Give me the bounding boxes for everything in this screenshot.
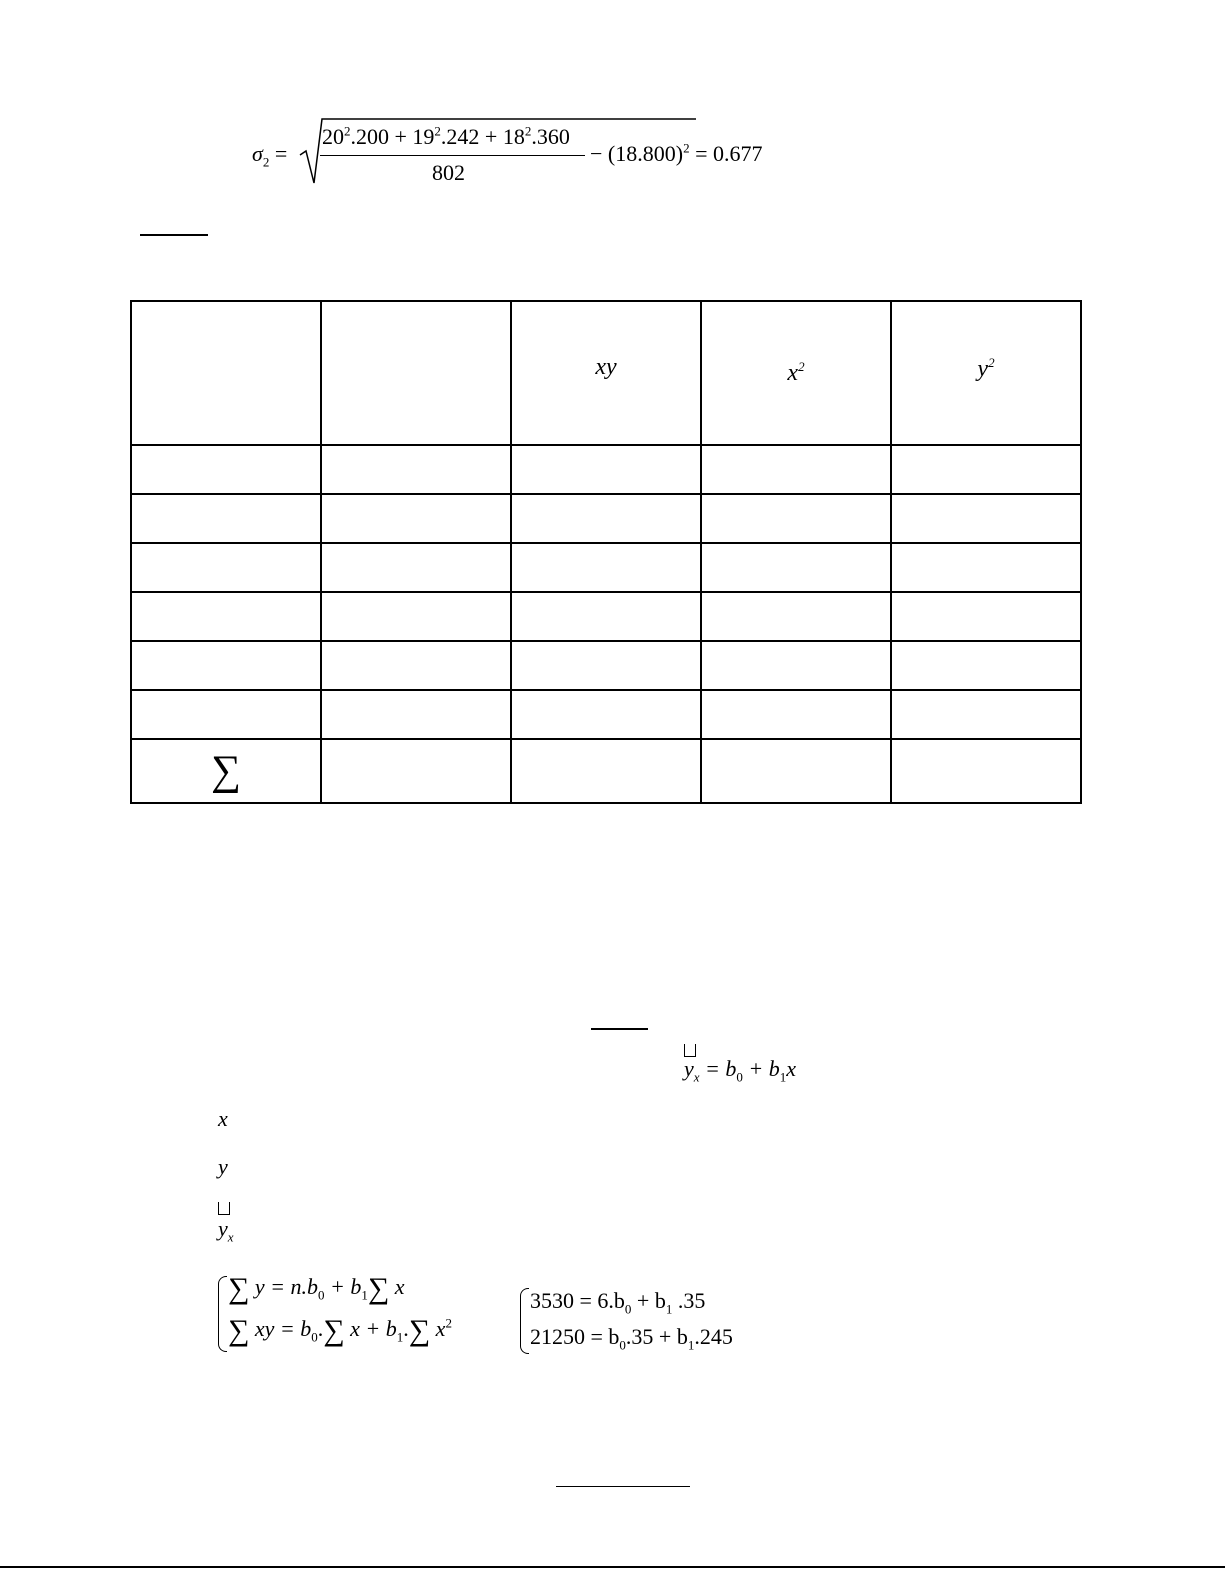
table-row [131,690,1081,739]
header-cell-y2: $y^2$ [891,301,1081,445]
hat-icon [684,1044,696,1057]
table-row [131,445,1081,494]
header-cell [131,301,321,445]
variable-y: y [218,1154,228,1179]
section-rule-1 [140,234,208,236]
sigma2-numerator: $20^2.200 + 19^2.242 + 18^2.360$ [322,123,570,149]
sigma2-denominator: 802 [432,160,465,185]
regression-equation: $y_x = b_0 + b_1x$ [684,1058,796,1080]
page-bottom-rule [0,1566,1225,1568]
table-row [131,543,1081,592]
table-row [131,494,1081,543]
variable-x: x [218,1106,228,1131]
sigma2-lhs: $\sigma_2$ = [252,141,288,170]
header-cell [321,301,511,445]
sum-icon: ∑ [211,748,241,794]
variable-yhat: $y_x$ [218,1216,234,1242]
header-cell-xy: xy [511,301,701,445]
normal-equations-numeric: $3530 = 6.b_0 + b_1$ .35 $21250 = b_0.35 + b_1.245$ [520,1284,770,1356]
hat-icon [218,1202,230,1215]
table-row [131,641,1081,690]
header-cell-x2: $x^2$ [701,301,891,445]
data-table [130,300,1082,804]
sum-cell [131,739,321,803]
sigma2-result: − $(18.800)^2 = 0.677$ [590,140,763,166]
section-rule-2 [591,1028,648,1030]
normal-equations-general: ∑ $y = n.b_0 + b_1\sum$ x ∑ xy = $b_0.\sum$ $x + b_1.\sum$ $x^2$ [218,1272,478,1356]
footer-rule [556,1486,690,1487]
table-sum-row [131,739,1081,803]
table-row [131,592,1081,641]
table-header-row [131,301,1081,445]
fraction-bar [320,155,585,156]
